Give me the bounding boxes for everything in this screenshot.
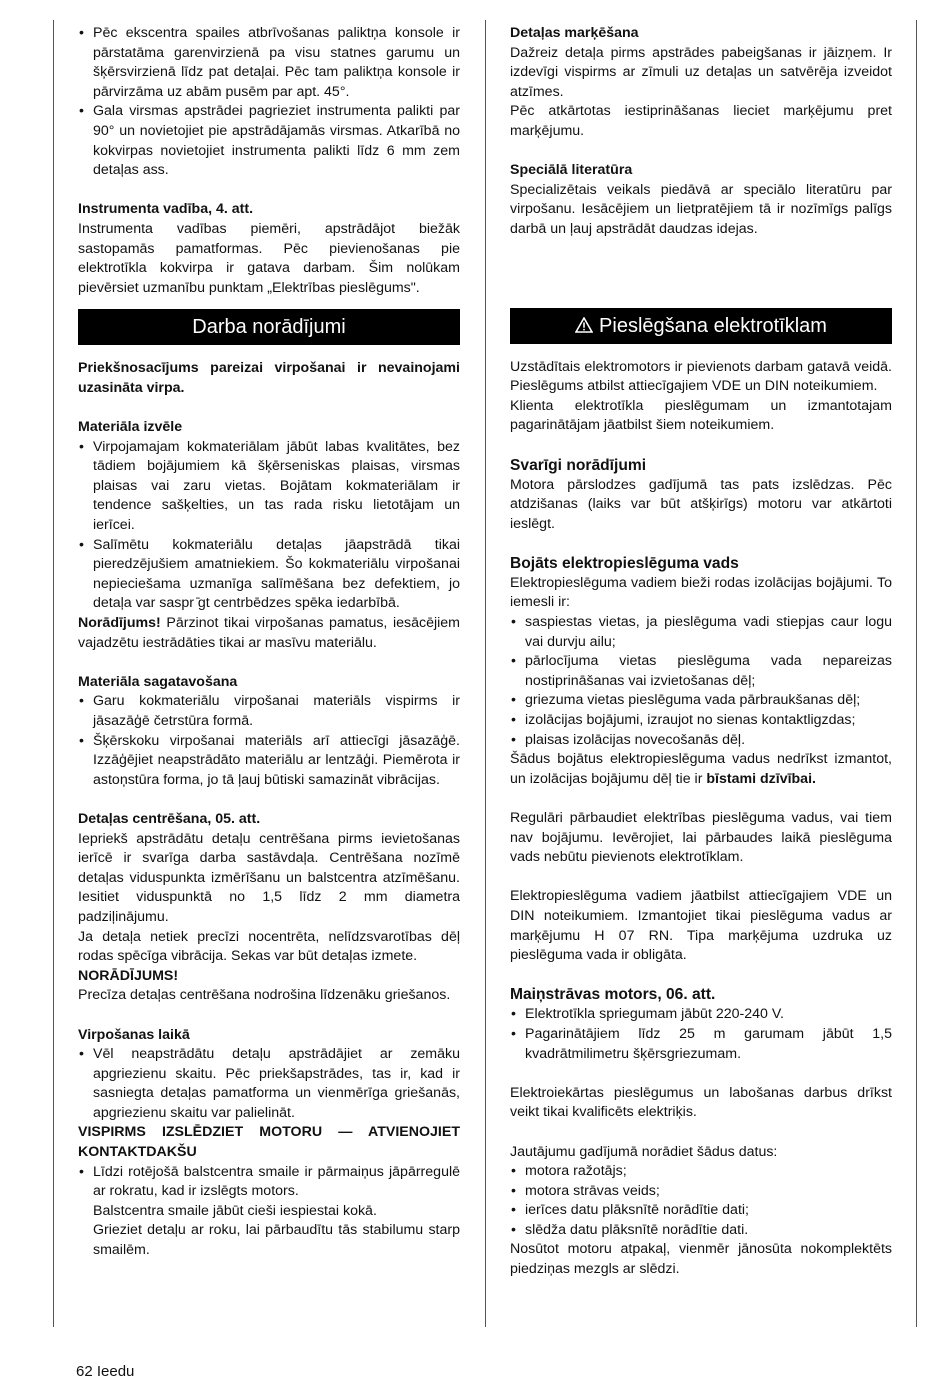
right-column (510, 24, 892, 1280)
prep-bullet-list (78, 692, 460, 790)
centering-text-1: Iepriekš apstrādātu detaļu centrēšana pirms ievietošanas ierīcē ir svarīga darba sastāvdaļa. Centrēšana nozīmē detaļas viduspunkta izmērīšanu un balstcentra atzīmēšanu. Iesitiet viduspunktā no 1,5 līdz 2 mm diametra padziļinājumu. (78, 830, 460, 925)
damaged-cable-outro (510, 750, 892, 789)
note-paragraph (78, 614, 460, 653)
damaged-cable-heading: Bojāts elektropieslēguma vads (510, 554, 739, 572)
list-item: • Virpojamajam kokmateriālam jābūt labas kvalitātes, bez tādiem bojājumiem kā šķērseniskas plaisas, virsmas plaisas vai zaru vietas. Bojātam kokmateriālam ir tendence sašķelties, un tas rada risku lietotājam un ierīcei. (78, 438, 460, 536)
center-column-rule (485, 20, 486, 1327)
damaged-cable-intro: Elektropieslēguma vadiem bieži rodas izolācijas bojājumi. To iemesli ir: (510, 574, 892, 611)
danger-emphasis: bīstami dzīvībai. (706, 770, 816, 787)
list-item: • motora strāvas veids; (510, 1182, 892, 1202)
list-item: • plaisas izolācijas novecošanās dēļ. (510, 731, 892, 751)
right-margin-rule (916, 20, 917, 1327)
banner-title: Pieslēgšana elektrotīklam (599, 314, 827, 337)
list-item: • griezuma vietas pieslēguma vada pārbraukšanas dēļ; (510, 691, 892, 711)
centering-heading: Detaļas centrēšana, 05. att. (78, 810, 261, 827)
list-item: • ierīces datu plāksnītē norādītie dati; (510, 1201, 892, 1221)
tool-guidance-text: Instrumenta vadības piemēri, apstrādājot biežāk sastopamās pamatformas. Pēc pievienošanas pie elektrotīkla kokvirpa ir gatava darbam. Šim nolūkam pievērsiet uzmanību punktam „Elektrības pieslēgums". (78, 220, 460, 296)
list-item: • Pagarinātājiem līdz 25 m garumam jābūt 1,5 kvadrātmilimetru šķērsgriezumam. (510, 1025, 892, 1064)
electrical-text-1: Uzstādītais elektromotors ir pievienots darbam gatavā veidā. Pieslēgums atbilst attiecīgajiem VDE un DIN noteikumiem. (510, 358, 892, 395)
marking-text-2: Pēc atkārtotas iestiprināšanas lieciet marķējumu pret marķējumu. (510, 103, 892, 139)
tool-guidance-heading: Instrumenta vadība, 4. att. (78, 201, 254, 218)
warning-triangle-icon (575, 315, 593, 337)
important-notes-heading: Svarīgi norādījumi (510, 456, 647, 474)
literature-heading: Speciālā literatūra (510, 162, 633, 179)
list-item-line: Balstcentra smaile jābūt cieši iespiestai kokā. (93, 1202, 377, 1219)
marking-text-1: Dažreiz detaļa pirms apstrādes pabeigšanas ir jāizņem. Ir izdevīgi vispirms ar zīmuli uz detaļas un satvērēja izveidot atzīmes. (510, 44, 892, 100)
return-motor-text: Nosūtot motoru atpakaļ, vienmēr jānosūta nokomplektēts piedziņas mezgls ar slēdzi. (510, 1241, 892, 1278)
turning-caps-warning: VISPIRMS IZSLĒDZIET MOTORU — ATVIENOJIET KONTAKTDAKŠU (78, 1124, 460, 1161)
left-column (78, 24, 460, 1261)
material-bullet-list (78, 438, 460, 614)
intro-bullet-list (78, 24, 460, 181)
centering-warning-text: Precīza detaļas centrēšana nodrošina līdzenāku griešanos. (78, 987, 451, 1004)
material-prep-heading: Materiāla sagatavošana (78, 673, 238, 690)
marking-heading: Detaļas marķēšana (510, 25, 639, 41)
damaged-cable-outro-text: Šādus bojātus elektropieslēguma vadus nedrīkst izmantot, un izolācijas bojājumu dēļ tie ir (510, 751, 892, 787)
damaged-cable-bullet-list (510, 613, 892, 750)
list-item-line: • Līdzi rotējošā balstcentra smaile ir pārmaiņus jāpārregulē ar rokratu, kad ir izslēgts motors. (93, 1163, 460, 1200)
electrical-text-2: Klienta elektrotīkla pieslēgumam un izmantotajam pagarinātājam jāatbilst šiem noteikumiem. (510, 397, 892, 434)
query-bullet-list (510, 1162, 892, 1240)
page-footer: 62 Ieedu (76, 1363, 135, 1380)
left-margin-rule (53, 20, 54, 1327)
cable-standards-text: Elektropieslēguma vadiem jāatbilst attiecīgajiem VDE un DIN noteikumiem. Izmantojiet tikai pieslēguma vadus ar marķējumu H 07 RN. Tipa marķējuma uzdruka uz pieslēguma vada ir obligāta. (510, 888, 892, 964)
list-item: • Vēl neapstrādātu detaļu apstrādājiet ar zemāku apgriezienu skaitu. Pēc priekšapstrādes, tas ir, kad ir sasniegta detaļas pamatforma un vienmērīga griešanās, apgriezienu skaitu var palielināt. (78, 1045, 460, 1123)
list-item (78, 1163, 460, 1261)
important-notes-text: Motora pārslodzes gadījumā tas pats izslēdzas. Pēc atdzišanas (laiks var būt atšķirīgs) motoru var atkārtoti ieslēgt. (510, 476, 892, 532)
query-intro-text: Jautājumu gadījumā norādiet šādus datus: (510, 1143, 778, 1160)
list-item: • Elektrotīkla spriegumam jābūt 220-240 V. (510, 1005, 892, 1025)
centering-text-2: Ja detaļa netiek precīzi nocentrēta, nelīdzsvarotības dēļ rodas spēcīga vibrācija. Sekas var būt detaļas izmete. (78, 928, 460, 965)
list-item-line: Grieziet detaļu ar roku, lai pārbaudītu tās stabilumu starp smailēm. (93, 1222, 460, 1259)
literature-text: Specializētais veikals piedāvā ar speciālo literatūru par virpošanu. Iesācējiem un lietpratējiem tā ir nozīmīgs palīgs darbā un ļauj apstrādāt daudzas idejas. (510, 181, 892, 237)
note-text: Pārzinot tikai virpošanas pamatus, iesācējiem vajadzētu iestrādāties tikai ar masīvu materiālu. (78, 615, 460, 651)
work-instructions-banner (78, 309, 460, 345)
ac-motor-heading: Maiņstrāvas motors, 06. att. (510, 986, 716, 1004)
centering-warning-label: NORĀDĪJUMS! (78, 967, 179, 984)
turning-bullet-list-2 (78, 1163, 460, 1261)
list-item: • Salīmētu kokmateriālu detaļas jāapstrādā tikai pieredzējušiem amatniekiem. Šo kokmateriālu virpošanai nepieciešama uzmanīga salīmēšana bez defektiem, jo detaļa var saspr ̄gt centrbēdzes spēka iedarbībā. (78, 536, 460, 614)
premise-text: Priekšnosacījums pareizai virpošanai ir nevainojami uzasināta virpa. (78, 360, 460, 396)
qualified-electrician-text: Elektroiekārtas pieslēgumus un labošanas darbus drīkst veikt tikai kvalificēts elektriķis. (510, 1084, 892, 1121)
list-item: • Garu kokmateriālu virpošanai materiāls vispirms ir jāsazāģē četrstūra formā. (78, 692, 460, 731)
list-item: • pārlocījuma vietas pieslēguma vada nepareizas nostiprināšanas vai izvietošanas dēļ; (510, 652, 892, 691)
note-label: Norādījums! (78, 615, 161, 632)
list-item: • saspiestas vietas, ja pieslēguma vadi stiepjas caur logu vai durvju ailu; (510, 613, 892, 652)
turning-heading: Virpošanas laikā (78, 1026, 190, 1043)
turning-bullet-list (78, 1045, 460, 1123)
ac-motor-bullet-list (510, 1005, 892, 1064)
electrical-connection-banner (510, 308, 892, 344)
list-item: • Šķērskoku virpošanai materiāls arī attiecīgi jāsazāģē. Izzāģējiet neapstrādāto materiālu ar lentzāģi. Piemērota ir astoņstūra forma, jo tā ļauj būtiski samazināt vibrācijas. (78, 732, 460, 791)
list-item: • Gala virsmas apstrādei pagrieziet instrumenta palikti par 90° un novietojiet pie apstrādājamās virsmas. Atkarībā no kokvirpas novietojiet instrumenta palikti līdz 6 mm zem detaļas ass. (78, 102, 460, 180)
material-choice-heading: Materiāla izvēle (78, 419, 183, 436)
check-cables-text: Regulāri pārbaudiet elektrības pieslēguma vadus, vai tiem nav bojājumu. Ievērojiet, lai pārbaudes laikā pieslēguma vads nebūtu pievienots elektrotīklam. (510, 810, 892, 866)
banner-title: Darba norādījumi (192, 316, 346, 339)
list-item: • motora ražotājs; (510, 1162, 892, 1182)
list-item: • Pēc ekscentra spailes atbrīvošanas paliktņa konsole ir pārstatāma garenvirzienā pa visu statnes garumu un šķērsvirzienā līdz pat detaļai. Pēc tam paliktņa konsole ir pārvirzāma uz abām pusēm par apt. 45°. (78, 24, 460, 102)
list-item: • slēdža datu plāksnītē norādītie dati. (510, 1221, 892, 1241)
list-item: • izolācijas bojājumi, izraujot no sienas kontaktligzdas; (510, 711, 892, 731)
